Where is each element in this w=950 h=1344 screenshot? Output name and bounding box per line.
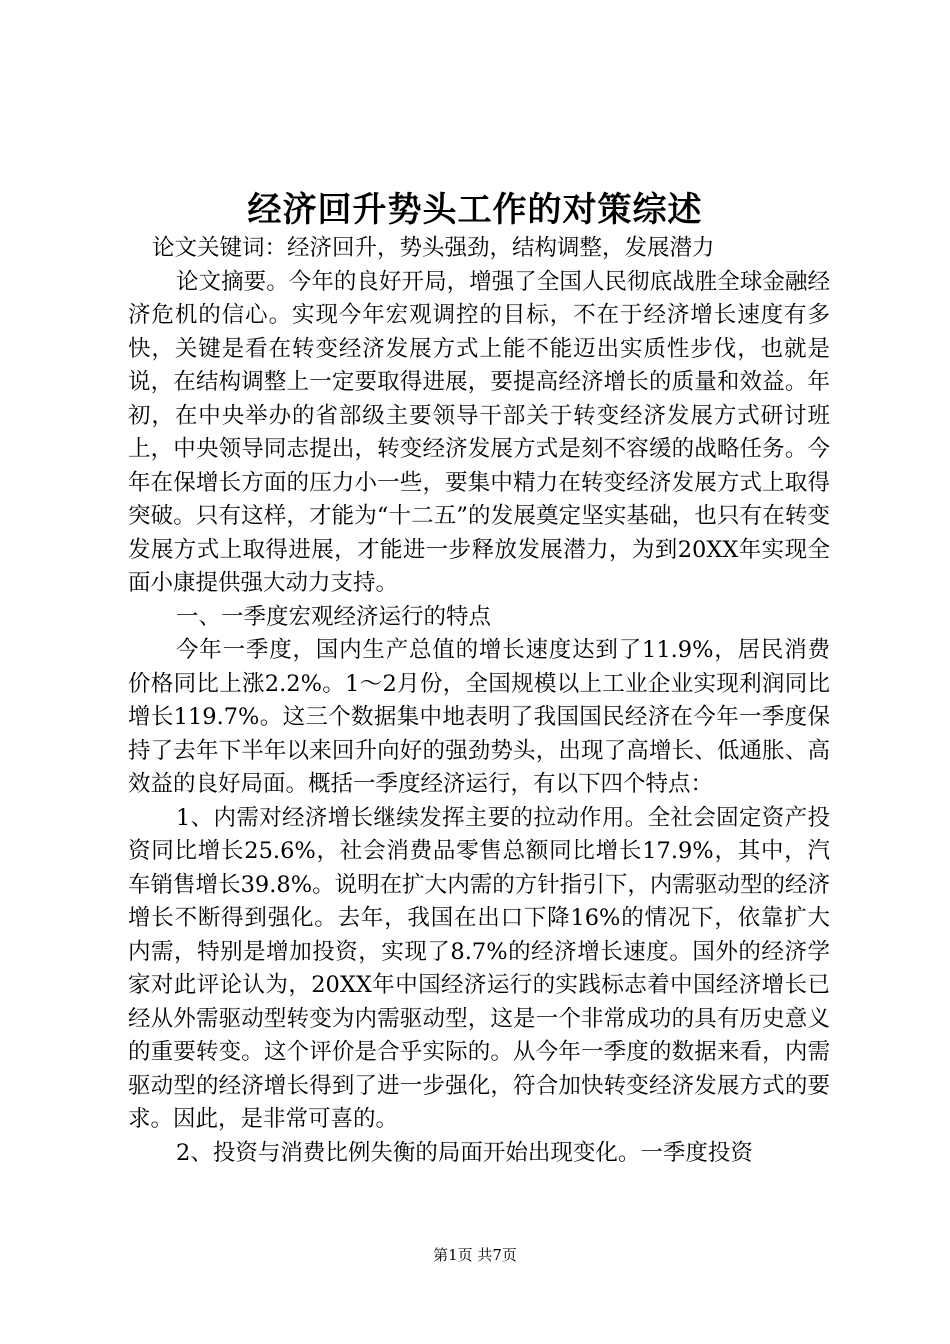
point-1-paragraph: 1、内需对经济增长继续发挥主要的拉动作用。全社会固定资产投资同比增长25.6%，社会消费品零售总额同比增长17.9%，其中，汽车销售增长39.8%。说明在扩大内需的方针指引下，内需驱动型的经济增长不断得到强化。去年，我国在出口下降16%的情况下，依靠扩大内需，特别是增加投资，实现了8.7%的经济增长速度。国外的经济学家对此评论认为，20XX年中国经济运行的实践标志着中国经济增长已经从外需驱动型转变为内需驱动型，这是一个非常成功的具有历史意义的重要转变。这个评价是合乎实际的。从今年一季度的数据来看，内需驱动型的经济增长得到了进一步强化，符合加快转变经济发展方式的要求。因此，是非常可喜的。 (128, 804, 830, 1132)
page-number-footer: 第1页 共7页 (433, 1246, 517, 1264)
document-title: 经济回升势头工作的对策综述 (247, 190, 703, 230)
section-heading: 一、一季度宏观经济运行的特点 (176, 603, 492, 630)
abstract-paragraph: 论文摘要。今年的良好开局，增强了全国人民彻底战胜全球金融经济危机的信心。实现今年宏观调控的目标，不在于经济增长速度有多快，关键是看在转变经济发展方式上能不能迈出实质性步伐，也就是说，在结构调整上一定要取得进展，要提高经济增长的质量和效益。年初，在中央举办的省部级主要领导干部关于转变经济发展方式研讨班上，中央领导同志提出，转变经济发展方式是刻不容缓的战略任务。今年在保增长方面的压力小一些，要集中精力在转变经济发展方式上取得突破。只有这样，才能为“十二五”的发展奠定坚实基础，也只有在转变发展方式上取得进展，才能进一步释放发展潜力，为到20XX年实现全面小康提供强大动力支持。 (128, 268, 830, 596)
keywords-paragraph: 论文关键词：经济回升，势头强劲，结构调整，发展潜力 (152, 235, 715, 261)
section-intro-paragraph: 今年一季度，国内生产总值的增长速度达到了11.9%，居民消费价格同比上涨2.2%。1～2月份，全国规模以上工业企业实现利润同比增长119.7%。这三个数据集中地表明了我国国民经济在今年一季度保持了去年下半年以来回升向好的强劲势头，出现了高增长、低通胀、高效益的良好局面。概括一季度经济运行，有以下四个特点： (128, 637, 830, 797)
point-2-paragraph: 2、投资与消费比例失衡的局面开始出现变化。一季度投资 (176, 1139, 753, 1166)
document-body (128, 232, 830, 1170)
